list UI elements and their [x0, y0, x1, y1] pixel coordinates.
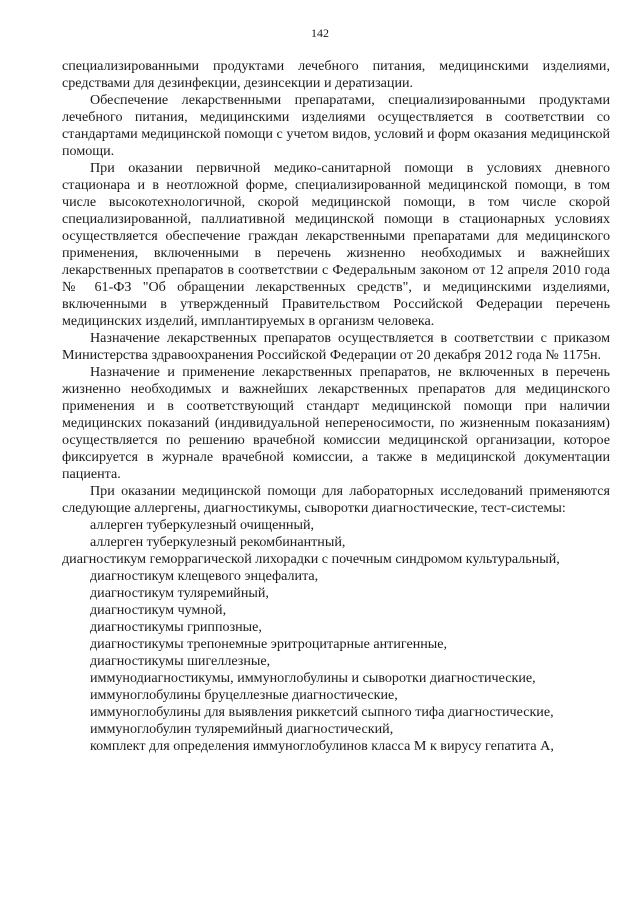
- page-number: 142: [311, 26, 329, 40]
- list-item: диагностикумы трепонемные эритроцитарные антигенные,: [90, 636, 448, 652]
- list-item: комплект для определения иммуноглобулинов класса М к вирусу гепатита А,: [90, 738, 554, 754]
- list-item: иммуноглобулины бруцеллезные диагностические,: [90, 687, 398, 703]
- list-item: диагностикумы гриппозные,: [90, 619, 262, 635]
- paragraph: Назначение и применение лекарственных препаратов, не включенных в перечень жизненно необходимых и важнейших лекарственных препаратов для медицинского применения и в соответствующий стандарт медицинской помощи при наличии медицинских показаний (индивидуальной непереносимости, по жизненным показаниям) осуществляется по решению врачебной комиссии медицинской организации, которое фиксируется в журнале врачебной комиссии, а также в медицинской документации пациента.: [62, 364, 610, 482]
- list-item: диагностикум чумной,: [90, 602, 227, 618]
- document-body: [62, 58, 610, 755]
- list-item: диагностикум геморрагической лихорадки с почечным синдромом культуральный,: [62, 551, 560, 567]
- list-item: аллерген туберкулезный очищенный,: [90, 517, 315, 533]
- paragraph: Назначение лекарственных препаратов осуществляется в соответствии с приказом Министерства здравоохранения Российской Федерации от 20 декабря 2012 года № 1175н.: [62, 330, 610, 363]
- list-item: иммунодиагностикумы, иммуноглобулины и сыворотки диагностические,: [90, 670, 536, 686]
- list-item: диагностикум туляремийный,: [90, 585, 269, 601]
- paragraph: При оказании первичной медико-санитарной помощи в условиях дневного стационара и в неотложной форме, специализированной медицинской помощи, в том числе высокотехнологичной, скорой медицинской помощи, в том числе скорой специализированной, паллиативной медицинской помощи в стационарных условиях осуществляется обеспечение граждан лекарственными препаратами для медицинского применения, включенными в перечень жизненно необходимых и важнейших лекарственных препаратов в соответствии с Федеральным законом от 12 апреля 2010 года № 61-ФЗ "Об обращении лекарственных средств", и медицинскими изделиями, включенными в утвержденный Правительством Российской Федерации перечень медицинских изделий, имплантируемых в организм человека.: [62, 160, 610, 329]
- list-item: аллерген туберкулезный рекомбинантный,: [90, 534, 346, 550]
- paragraph: При оказании медицинской помощи для лабораторных исследований применяются следующие аллергены, диагностикумы, сыворотки диагностические, тест-системы:: [62, 483, 610, 516]
- list-item: иммуноглобулины для выявления риккетсий сыпного тифа диагностические,: [90, 704, 554, 720]
- list-item: иммуноглобулин туляремийный диагностический,: [90, 721, 394, 737]
- paragraph: специализированными продуктами лечебного питания, медицинскими изделиями, средствами для дезинфекции, дезинсекции и дератизации.: [62, 58, 610, 91]
- paragraph: Обеспечение лекарственными препаратами, специализированными продуктами лечебного питания, медицинскими изделиями осуществляется в соответствии со стандартами медицинской помощи с учетом видов, условий и форм оказания медицинской помощи.: [62, 92, 610, 159]
- list-item: диагностикумы шигеллезные,: [90, 653, 271, 669]
- list-item: диагностикум клещевого энцефалита,: [90, 568, 319, 584]
